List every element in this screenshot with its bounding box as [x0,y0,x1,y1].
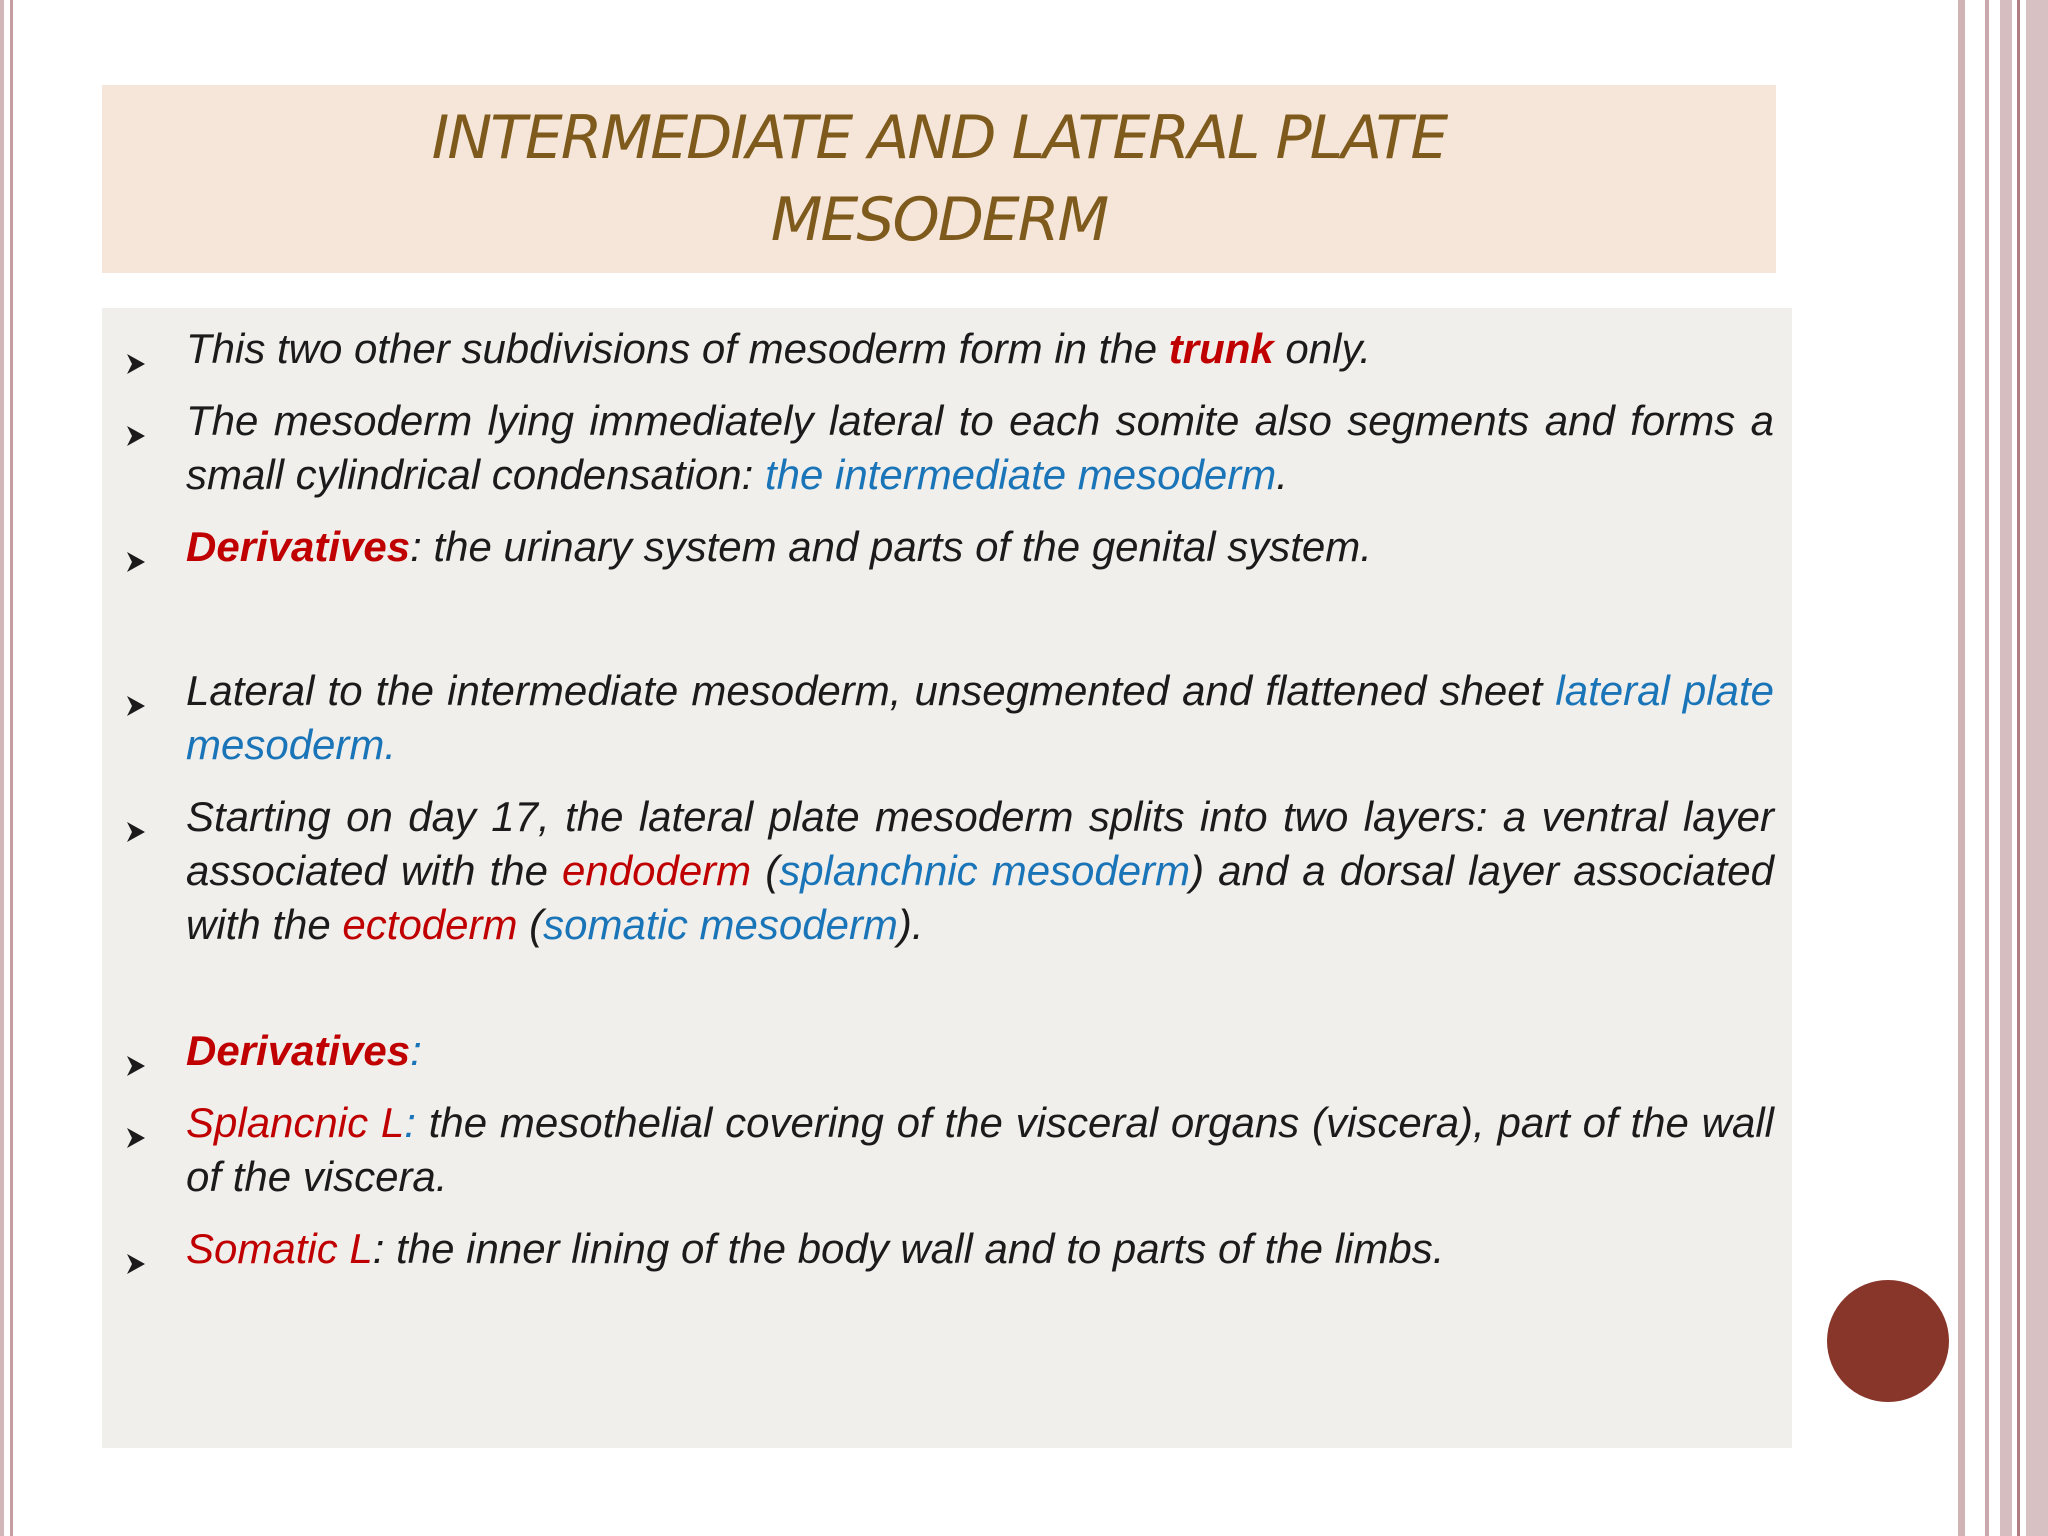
arrow-bullet-icon [124,352,148,376]
arrow-bullet-icon [124,1126,148,1150]
arrow-bullet-icon [124,1054,148,1078]
somatic-mesoderm-term: somatic mesoderm [543,901,898,948]
arrow-bullet-icon [124,820,148,844]
text-run: The mesoderm lying immediately lateral to each somite also segments and forms a small cylindrical condensation: [186,397,1774,498]
text-run: : the inner lining of the body wall and to parts of the limbs. [372,1225,1445,1272]
trunk-term: trunk [1168,325,1274,372]
text-run: . [1276,451,1288,498]
right-border-stripe-4 [2017,0,2020,1536]
text-run: : [410,1027,422,1074]
bullet-text [186,520,1774,574]
bullet-text [186,1222,1774,1276]
ectoderm-term: ectoderm [342,901,518,948]
intermediate-mesoderm-term: the intermediate mesoderm [764,451,1277,498]
title-band [102,85,1776,273]
text-run: This two other subdivisions of mesoderm form in the [186,325,1169,372]
text-run: Lateral to the intermediate mesoderm, unsegmented and flattened sheet [186,667,1556,714]
splancnic-layer-term: Splancnic L [186,1099,405,1146]
accent-circle [1827,1280,1949,1402]
text-run: : [404,1099,416,1146]
bullet-text [186,322,1774,376]
content-panel [102,308,1792,1448]
bullet-text [186,1024,1774,1078]
arrow-bullet-icon [124,694,148,718]
splanchnic-mesoderm-term: splanchnic mesoderm [779,847,1191,894]
slide-title-line-2: MESODERM [770,185,1108,255]
text-run: ). [897,901,924,948]
left-border-stripe-thin [10,0,13,1536]
right-border-stripe-1 [1958,0,1965,1536]
text-run: ( [751,847,780,894]
arrow-bullet-icon [124,550,148,574]
endoderm-term: endoderm [562,847,752,894]
bullet-text [186,394,1774,502]
text-run: ( [517,901,544,948]
text-run: ) and a dorsal layer associated with the [186,847,1775,948]
right-border-stripe-3 [2000,0,2012,1536]
derivatives-term: Derivatives [186,523,411,570]
right-border-stripe-5 [2026,0,2048,1536]
bullet-text [186,790,1774,952]
arrow-bullet-icon [124,1252,148,1276]
bullet-text [186,664,1774,772]
lateral-plate-mesoderm-term: lateral plate mesoderm. [186,667,1774,768]
arrow-bullet-icon [124,424,148,448]
bullet-text [186,1096,1774,1204]
slide-title [432,97,1447,261]
left-border-stripe [0,0,4,1536]
text-run: the mesothelial covering of the visceral organs (viscera), part of the wall of the viscera. [186,1099,1774,1200]
derivatives-term: Derivatives [186,1027,411,1074]
right-border-stripe-2 [1985,0,1989,1536]
somatic-layer-term: Somatic L [186,1225,373,1272]
text-run: : the urinary system and parts of the genital system. [410,523,1372,570]
text-run: Starting on day 17, the lateral plate mesoderm splits into two layers: a ventral layer associated with the [186,793,1774,894]
text-run: only. [1273,325,1372,372]
slide-title-line-1: INTERMEDIATE AND LATERAL PLATE [431,103,1447,173]
